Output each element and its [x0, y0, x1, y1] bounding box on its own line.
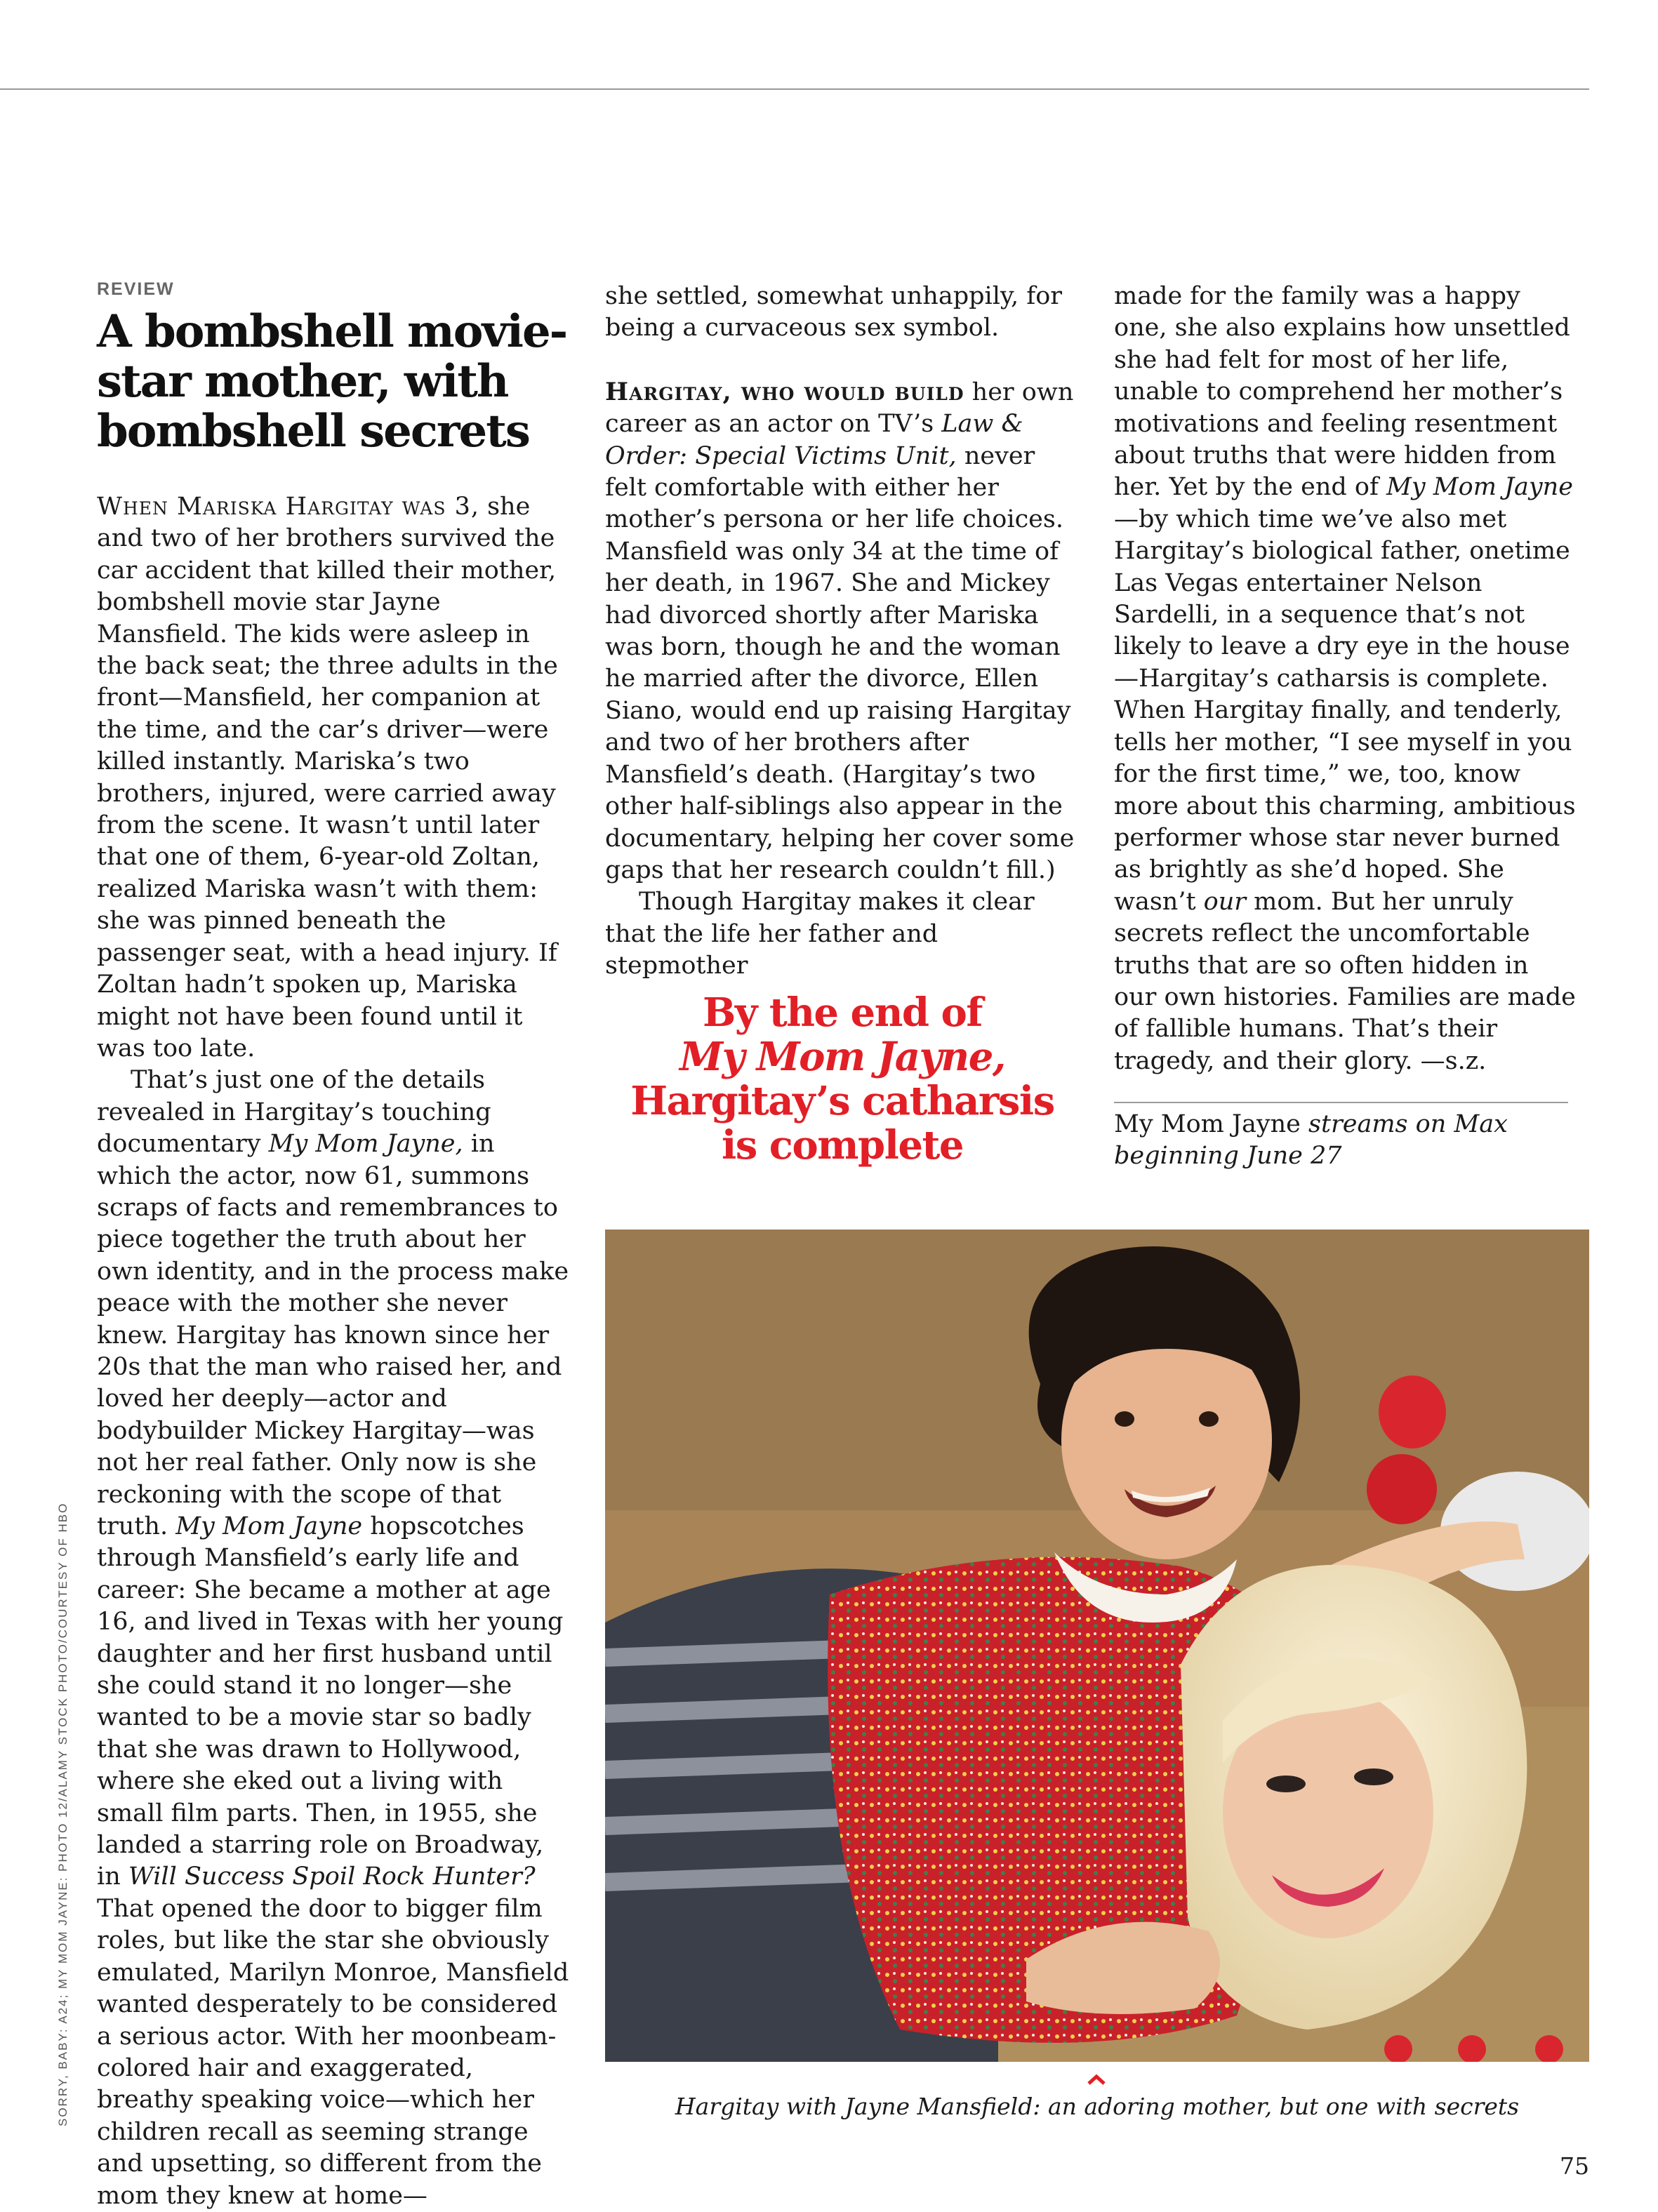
article-column-2 — [605, 281, 1082, 982]
streaming-info: My Mom Jayne streams on Max beginning June 27 — [1114, 1110, 1508, 1170]
article-column-3 — [1114, 281, 1577, 1077]
paragraph: Hargitay, who would build her own career as an actor on TV’s Law & Order: Special Victims Unit, never felt comfortable with either her mother’s persona or her life choices. Mansfield was only 34 at the time of her death, in 1967. She and Mickey had divorced shortly after Mariska was born, though he and the woman he married after the divorce, Ellen Siano, would end up raising Hargitay and two of her brothers after Mansfield’s death. (Hargitay’s two other half-siblings also appear in the documentary, helping her cover some gaps that her research couldn’t fill.) — [605, 377, 1075, 884]
section-kicker: REVIEW — [97, 279, 175, 299]
paragraph: Though Hargitay makes it clear that the life her father and stepmother — [605, 888, 1035, 980]
photo-caption: Hargitay with Jayne Mansfield: an adoring mother, but one with secrets — [675, 2093, 1520, 2120]
film-title: My Mom Jayne — [1114, 1110, 1301, 1138]
top-rule — [0, 88, 1589, 90]
paragraph: made for the family was a happy one, she also explains how unsettled she had felt for most of her life, unable to comprehend her mother’s motivations and feeling resentment about truths that were hidden from her. Yet by the end of My Mom Jayne—by which time we’ve also met Hargitay’s biological father, onetime Las Vegas entertainer Nelson Sardelli, in a sequence that’s not likely to leave a dry eye in the house—Hargitay’s catharsis is complete. When Hargitay finally, and tenderly, tells her mother, “I see myself in you for the first time,” we, too, know more about this charming, ambitious performer whose star never burned as brightly as she’d hoped. She wasn’t our mom. But her unruly secrets reflect the uncomfortable truths that are so often hidden in our own histories. Families are made of fallible humans. That’s their tragedy, and their glory. —s.z. — [1114, 282, 1576, 1075]
emphasis: our — [1203, 887, 1247, 916]
lead-in: Hargitay, who would build — [605, 377, 964, 406]
paragraph: she settled, somewhat unhappily, for being a curvaceous sex symbol. — [605, 282, 1063, 342]
pull-quote: By the end of My Mom Jayne, Hargitay’s catharsis is complete — [630, 990, 1054, 1168]
paragraph: That’s just one of the details revealed in Hargitay’s touching documentary My Mom Jayne, in which the actor, now 61, summons scraps of facts and remembrances to piece together the truth about her own identity, and in the process make peace with the mother she never knew. Hargitay has known since her 20s that the man who raised her, and loved her deeply—actor and bodybuilder Mickey Hargitay—was not her real father. Only now is she reckoning with the scope of that truth. My Mom Jayne hopscotches through Mansfield’s early life and career: She became a mother at age 16, and lived in Texas with her young daughter and her first husband until she could stand it no longer—she wanted to be a movie star so badly that she was drawn to Hollywood, where she eked out a living with small film parts. Then, in 1955, she landed a starring role on Broadway, in Will Success Spoil Rock Hunter? That opened the door to bigger film roles, but like the star she obviously emulated, Marilyn Monroe, Mansfield wanted desperately to be considered a serious actor. With her moonbeam-colored hair and exaggerated, breathy speaking voice—which her children recall as seeming strange and upsetting, so different from the mom they knew at home— — [97, 1066, 569, 2210]
info-rule — [1114, 1102, 1568, 1103]
film-title: My Mom Jayne — [175, 1512, 363, 1540]
film-title: My Mom Jayne — [1386, 473, 1573, 502]
page-number: 75 — [1560, 2152, 1589, 2180]
play-title: Will Success Spoil Rock Hunter? — [128, 1863, 536, 1891]
headline: A bombshell movie-star mother, with bombshell secrets — [97, 305, 567, 458]
caret-up-icon — [1086, 2072, 1107, 2086]
paragraph: When Mariska Hargitay was 3, she and two of her brothers survived the car accident that killed their mother, bombshell movie star Jayne Mansfield. The kids were asleep in the back seat; the three adults in the front—Mansfield, her companion at the time, and the car’s driver—were killed instantly. Mariska’s two brothers, injured, were carried away from the scene. It wasn’t until later that one of them, 6-year-old Zoltan, realized Mariska wasn’t with them: she was pinned beneath the passenger seat, with a head injury. If Zoltan hadn’t spoken up, Mariska might not have been found until it was too late. — [97, 493, 558, 1062]
film-title: My Mom Jayne, — [268, 1130, 463, 1159]
feature-photo — [605, 1230, 1589, 2062]
lead-in: When Mariska Hargitay was 3, — [97, 493, 479, 521]
photo-credit: SORRY, BABY: A24; MY MOM JAYNE: PHOTO 12/ALAMY STOCK PHOTO/COURTESY OF HBO — [56, 1502, 69, 2126]
show-title: Law & Order: Special Victims Unit, — [605, 410, 1023, 470]
article-column-1 — [97, 491, 574, 2212]
